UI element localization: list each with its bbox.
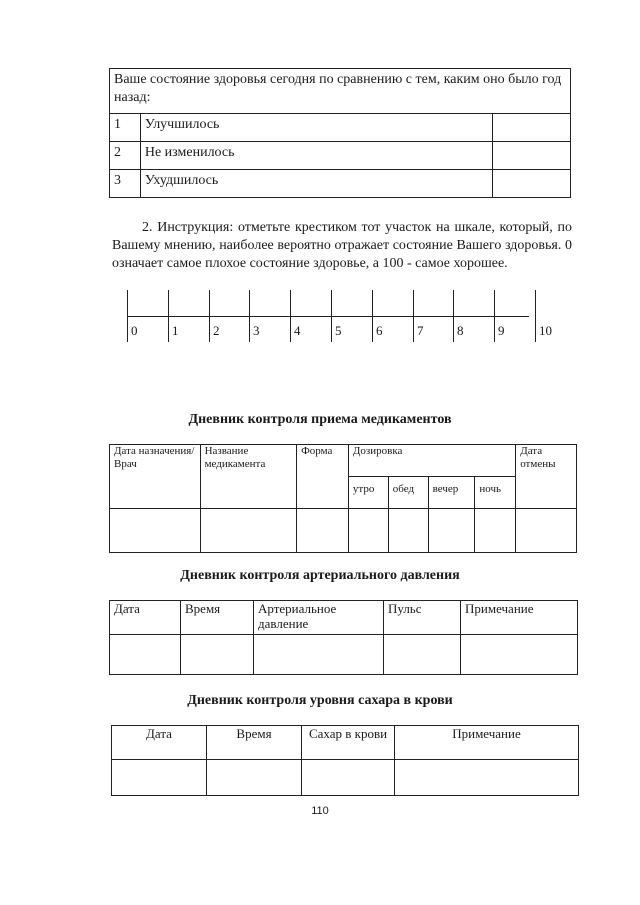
option-mark-cell[interactable] xyxy=(492,170,570,198)
health-question-text: Ваше состояние здоровья сегодня по сравнению с тем, каким оно было год назад: xyxy=(110,69,571,114)
dosage-evening: вечер xyxy=(428,477,475,509)
sugar-entry-cell[interactable] xyxy=(207,760,302,796)
sugar-diary-title: Дневник контроля уровня сахара в крови xyxy=(187,693,453,708)
scale-tick-label: 3 xyxy=(253,323,260,338)
sugar-col-date: Дата xyxy=(112,726,207,760)
medication-diary-table xyxy=(109,444,577,553)
option-mark-cell[interactable] xyxy=(492,114,570,142)
scale-line xyxy=(127,316,529,317)
option-label: Улучшилось xyxy=(140,114,492,142)
option-number: 3 xyxy=(110,170,141,198)
scale-tick xyxy=(249,290,250,342)
med-entry-cell[interactable] xyxy=(516,509,577,553)
bp-col-time: Время xyxy=(181,601,254,635)
instruction-paragraph: 2. Инструкция: отметьте крестиком тот участок на шкале, который, по Вашему мнению, наиболее вероятно отражает состояние Вашего здоровья. 0 означает самое плохое состояние здоровье, а 100 - самое хорошее. xyxy=(112,220,572,271)
bp-entry-cell[interactable] xyxy=(110,635,181,675)
option-number: 2 xyxy=(110,142,141,170)
dosage-lunch: обед xyxy=(388,477,428,509)
col-cancel-date: Дата отмены xyxy=(516,445,577,509)
med-entry-cell[interactable] xyxy=(475,509,516,553)
scale-tick xyxy=(372,290,373,342)
bp-col-date: Дата xyxy=(110,601,181,635)
sugar-entry-cell[interactable] xyxy=(395,760,579,796)
scale-tick-label: 5 xyxy=(335,323,342,338)
bp-entry-cell[interactable] xyxy=(384,635,461,675)
scale-tick xyxy=(209,290,210,342)
med-entry-cell[interactable] xyxy=(110,509,201,553)
bp-diary-table xyxy=(109,600,578,675)
scale-tick xyxy=(127,290,128,342)
bp-col-pulse: Пульс xyxy=(384,601,461,635)
scale-tick-label: 8 xyxy=(457,323,464,338)
sugar-col-sugar: Сахар в крови xyxy=(302,726,395,760)
scale-tick-label: 7 xyxy=(417,323,424,338)
option-label: Ухудшилось xyxy=(140,170,492,198)
scale-tick xyxy=(413,290,414,342)
scale-tick xyxy=(494,290,495,342)
bp-diary-title: Дневник контроля артериального давления xyxy=(180,568,460,583)
scale-tick xyxy=(453,290,454,342)
bp-entry-cell[interactable] xyxy=(254,635,384,675)
instruction-text xyxy=(112,219,572,273)
scale-tick-label: 9 xyxy=(498,323,505,338)
med-entry-cell[interactable] xyxy=(297,509,349,553)
sugar-diary-table xyxy=(111,725,579,796)
option-mark-cell[interactable] xyxy=(492,142,570,170)
sugar-entry-cell[interactable] xyxy=(302,760,395,796)
bp-entry-cell[interactable] xyxy=(461,635,578,675)
scale-tick-label: 2 xyxy=(213,323,220,338)
bp-entry-cell[interactable] xyxy=(181,635,254,675)
scale-tick xyxy=(535,290,536,342)
bp-col-note: Примечание xyxy=(461,601,578,635)
medication-diary-title: Дневник контроля приема медикаментов xyxy=(188,412,452,427)
option-label: Не изменилось xyxy=(140,142,492,170)
bp-col-pressure: Артериальное давление xyxy=(254,601,384,635)
med-entry-cell[interactable] xyxy=(428,509,475,553)
scale-tick-label: 10 xyxy=(539,323,552,338)
scale-tick-label: 0 xyxy=(131,323,138,338)
scale-tick-label: 4 xyxy=(294,323,301,338)
scale-tick-label: 6 xyxy=(376,323,383,338)
med-entry-cell[interactable] xyxy=(348,509,388,553)
scale-tick xyxy=(168,290,169,342)
page-number: 110 xyxy=(311,805,329,817)
sugar-entry-cell[interactable] xyxy=(112,760,207,796)
scale-tick xyxy=(290,290,291,342)
col-dosage: Дозировка xyxy=(348,445,515,477)
col-date-appointed: Дата назначения/ Врач xyxy=(110,445,201,509)
dosage-night: ночь xyxy=(475,477,516,509)
sugar-col-time: Время xyxy=(207,726,302,760)
dosage-morning: утро xyxy=(348,477,388,509)
med-entry-cell[interactable] xyxy=(388,509,428,553)
col-medication-name: Название медикамента xyxy=(200,445,297,509)
sugar-col-note: Примечание xyxy=(395,726,579,760)
col-form: Форма xyxy=(297,445,349,509)
med-entry-cell[interactable] xyxy=(200,509,297,553)
health-question-table xyxy=(109,68,571,198)
scale-tick xyxy=(331,290,332,342)
option-number: 1 xyxy=(110,114,141,142)
scale-tick-label: 1 xyxy=(172,323,179,338)
